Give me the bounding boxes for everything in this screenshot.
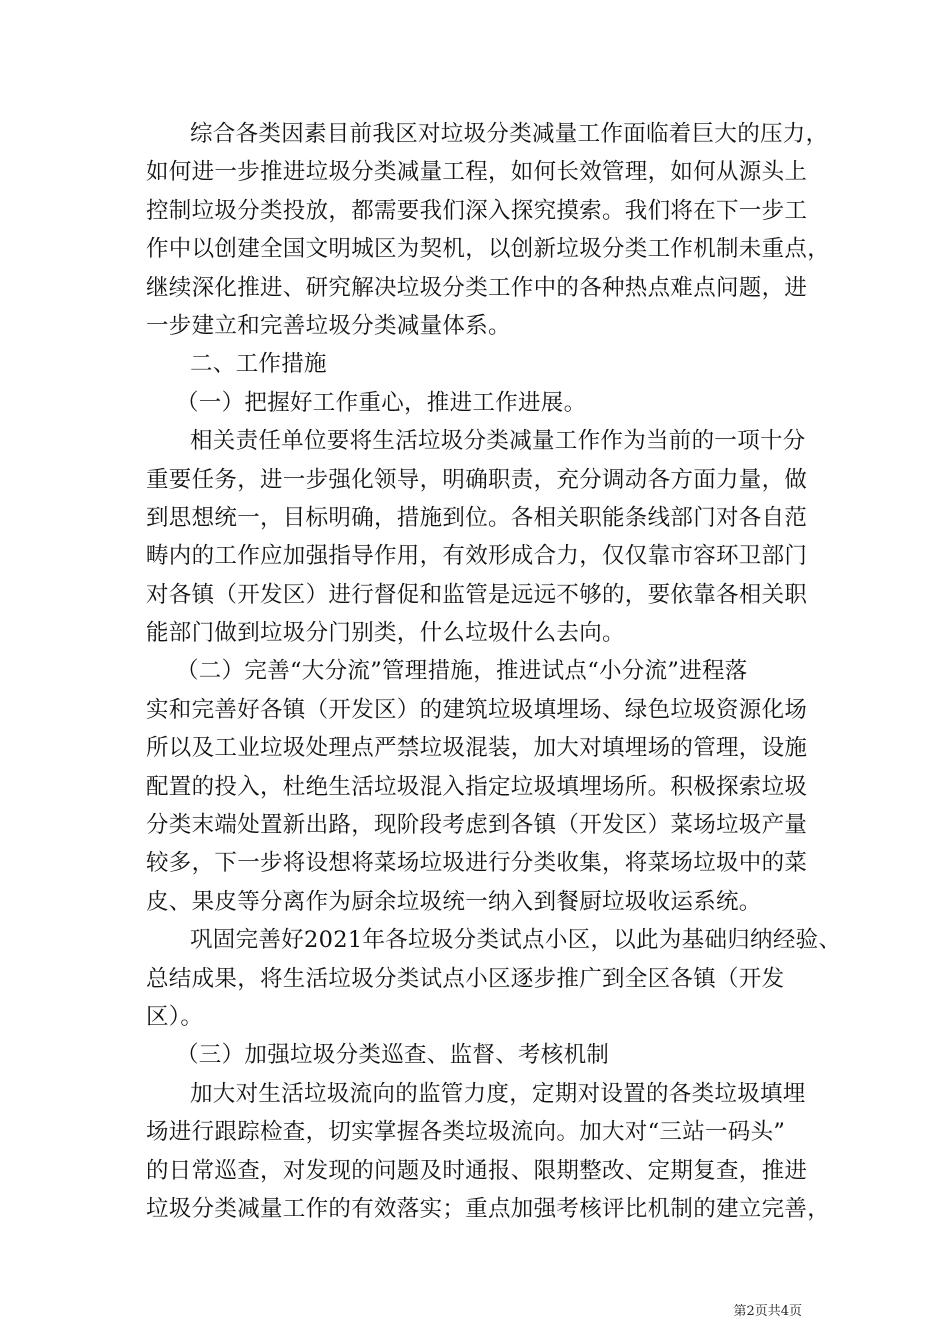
text-line: 加大对生活垃圾流向的监管力度，定期对设置的各类垃圾填埋: [190, 1080, 806, 1107]
text-line: 对各镇（开发区）进行督促和监管是远远不够的，要依靠各相关职: [146, 581, 808, 608]
text-line: 作中以创建全国文明城区为契机，以创新垃圾分类工作机制未重点，: [146, 236, 831, 263]
text-line: 分类末端处置新出路，现阶段考虑到各镇（开发区）菜场垃圾产量: [146, 812, 808, 839]
text-line: 一步建立和完善垃圾分类减量体系。: [146, 312, 511, 339]
text-line: 皮、果皮等分离作为厨余垃圾统一纳入到餐厨垃圾收运系统。: [146, 888, 762, 915]
text-line: 区）。: [146, 1003, 204, 1030]
page-number: 第2页共4页: [733, 1304, 802, 1319]
text-line: 畴内的工作应加强指导作用，有效形成合力，仅仅靠市容环卫部门: [146, 543, 808, 570]
text-line: 场进行跟踪检查，切实掌握各类垃圾流向。加大对“三站一码头”: [146, 1119, 786, 1146]
text-line: 配置的投入，杜绝生活垃圾混入指定垃圾填埋场所。积极探索垃圾: [146, 773, 808, 800]
text-line: 继续深化推进、研究解决垃圾分类工作中的各种热点难点问题，进: [146, 274, 808, 301]
text-line: 如何进一步推进垃圾分类减量工程，如何长效管理，如何从源头上: [146, 159, 808, 186]
text-line: 能部门做到垃圾分门别类，什么垃圾什么去向。: [146, 620, 625, 647]
text-line: 二、工作措施: [190, 351, 327, 378]
text-line: 控制垃圾分类投放，都需要我们深入探究摸索。我们将在下一步工: [146, 197, 808, 224]
text-line: （二）完善“大分流”管理措施，推进试点“小分流”进程落: [176, 658, 748, 685]
text-line: （三）加强垃圾分类巡查、监督、考核机制: [176, 1042, 610, 1069]
text-line: 相关责任单位要将生活垃圾分类减量工作作为当前的一项十分: [190, 428, 806, 455]
text-line: 巩固完善好2021年各垃圾分类试点小区，以此为基础归纳经验、: [190, 927, 842, 954]
text-line: 实和完善好各镇（开发区）的建筑垃圾填埋场、绿色垃圾资源化场: [146, 696, 808, 723]
text-line: 所以及工业垃圾处理点严禁垃圾混装，加大对填埋场的管理，设施: [146, 735, 808, 762]
text-line: 总结成果，将生活垃圾分类试点小区逐步推广到全区各镇（开发: [146, 965, 785, 992]
text-line: （一）把握好工作重心，推进工作进展。: [176, 389, 587, 416]
text-line: 较多，下一步将设想将菜场垃圾进行分类收集，将菜场垃圾中的菜: [146, 850, 808, 877]
document-body: [146, 115, 842, 1228]
text-line: 综合各类因素目前我区对垃圾分类减量工作面临着巨大的压力，: [190, 121, 829, 147]
text-line: 重要任务，进一步强化领导，明确职责，充分调动各方面力量，做: [146, 466, 808, 493]
text-line: 到思想统一，目标明确，措施到位。各相关职能条线部门对各自范: [146, 504, 808, 531]
text-line: 的日常巡查，对发现的问题及时通报、限期整改、定期复查，推进: [146, 1157, 808, 1184]
text-line: 垃圾分类减量工作的有效落实；重点加强考核评比机制的建立完善，: [146, 1195, 831, 1222]
